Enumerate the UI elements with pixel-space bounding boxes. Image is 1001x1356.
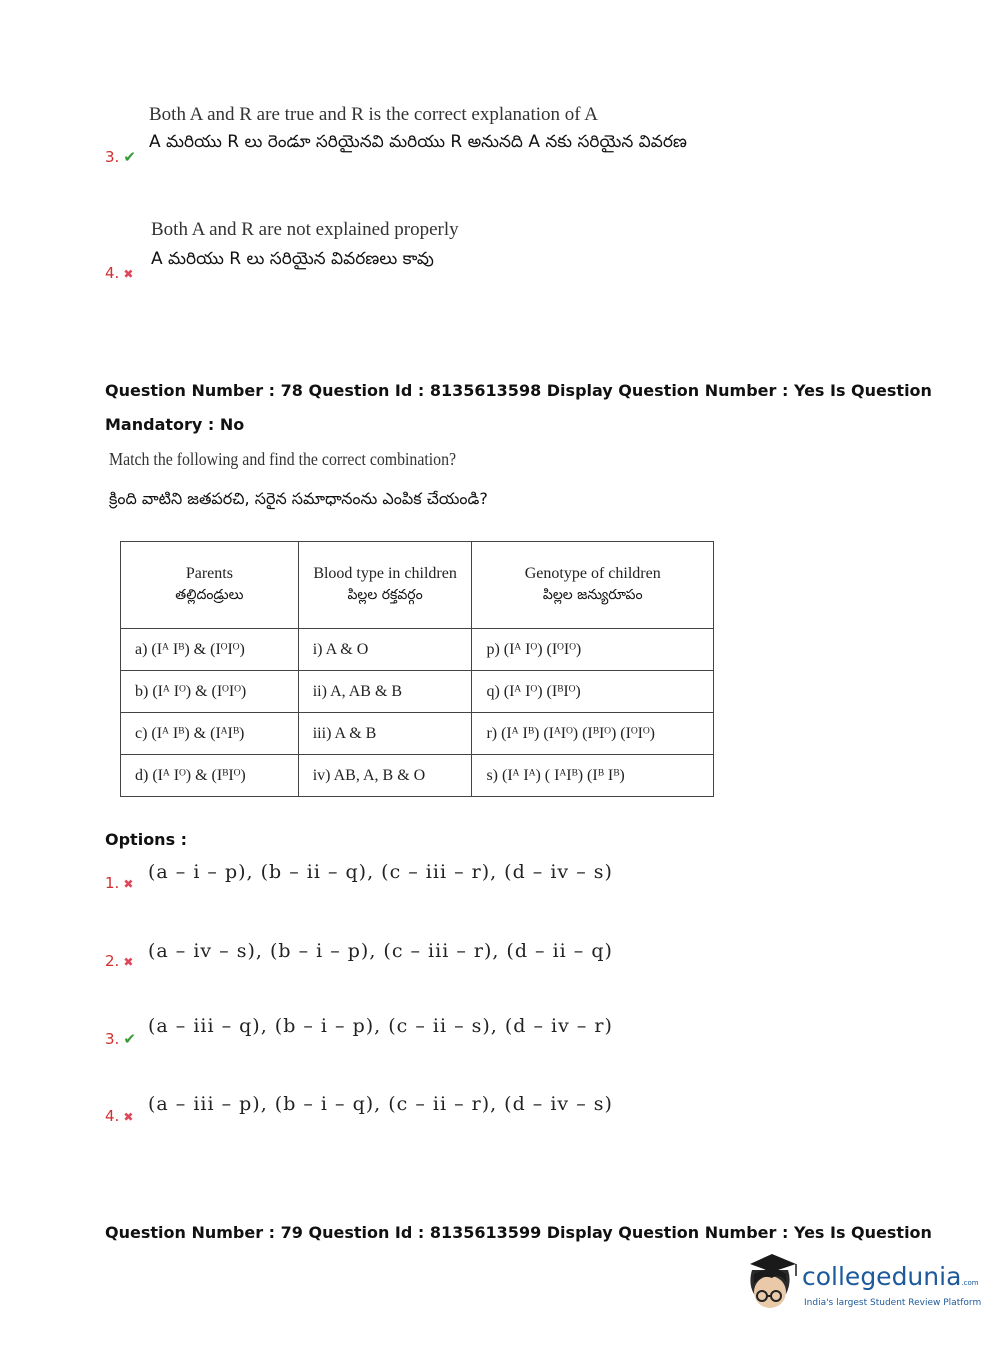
prev-option-3-en: Both A and R are true and R is the correct explanation of A	[149, 104, 599, 125]
question-78-mandatory: Mandatory : No	[105, 415, 245, 434]
option-4-marker	[105, 1107, 133, 1126]
cross-icon: ✖	[123, 267, 134, 281]
prev-option-3-te: A మరియు R లు రెండూ సరియైనవి మరియు R అనునది A నకు సరియైన వివరణ	[149, 132, 687, 152]
brand-tagline: India's largest Student Review Platform	[804, 1298, 982, 1308]
header-parents-te: తల్లిదండ్రులు	[175, 586, 244, 603]
header-parents	[121, 542, 299, 629]
table-cell: p) (Iᴬ Iᴼ) (IᴼIᴼ)	[472, 629, 714, 671]
option-2-text[interactable]: (a – iv – s), (b – i – p), (c – iii – r), (d – ii – q)	[148, 940, 613, 962]
header-genotype	[472, 542, 714, 629]
prev-option-4-te: A మరియు R లు సరియైన వివరణలు కావు	[151, 249, 434, 269]
question-prompt-en: Match the following and find the correct combination?	[109, 449, 457, 469]
option-number: 2.	[105, 952, 120, 970]
table-cell: a) (Iᴬ Iᴮ) & (IᴼIᴼ)	[121, 629, 299, 671]
prev-option-4-en: Both A and R are not explained properly	[151, 219, 459, 240]
option-number: 3.	[105, 148, 120, 166]
table-row	[121, 755, 714, 797]
table-cell: b) (Iᴬ Iᴼ) & (IᴼIᴼ)	[121, 671, 299, 713]
check-icon: ✔	[123, 1030, 136, 1048]
table-row	[121, 713, 714, 755]
match-table-header-row	[121, 542, 714, 629]
match-table	[120, 541, 714, 797]
table-cell: s) (Iᴬ Iᴬ) ( IᴬIᴮ) (Iᴮ Iᴮ)	[472, 755, 714, 797]
option-number: 4.	[105, 1107, 120, 1125]
option-number: 3.	[105, 1030, 120, 1048]
prev-option-3	[149, 104, 687, 156]
option-number: 4.	[105, 264, 120, 282]
table-cell: d) (Iᴬ Iᴼ) & (IᴮIᴼ)	[121, 755, 299, 797]
table-cell: iv) AB, A, B & O	[298, 755, 472, 797]
option-number: 1.	[105, 874, 120, 892]
brand-logo[interactable]	[802, 1262, 979, 1291]
question-78-header: Question Number : 78 Question Id : 8135613598 Display Question Number : Yes Is Question	[105, 381, 932, 400]
table-cell: r) (Iᴬ Iᴮ) (IᴬIᴼ) (IᴮIᴼ) (IᴼIᴼ)	[472, 713, 714, 755]
table-cell: i) A & O	[298, 629, 472, 671]
options-label: Options :	[105, 830, 188, 849]
option-2-marker	[105, 952, 133, 971]
prev-option-3-marker	[105, 148, 136, 167]
table-cell: c) (Iᴬ Iᴮ) & (IᴬIᴮ)	[121, 713, 299, 755]
graduate-mascot-icon	[742, 1250, 800, 1312]
question-prompt-te: క్రింది వాటిని జతపరచి, సరైన సమాధానంను ఎంపిక చేయండి?	[109, 489, 488, 508]
table-cell: ii) A, AB & B	[298, 671, 472, 713]
header-parents-en: Parents	[185, 564, 233, 582]
option-3-text[interactable]: (a – iii – q), (b – i – p), (c – ii – s), (d – iv – r)	[148, 1015, 613, 1037]
brand-name: collegedunia	[802, 1262, 962, 1291]
option-3-marker	[105, 1030, 136, 1049]
prev-option-4	[151, 219, 459, 273]
header-blood-type	[298, 542, 472, 629]
option-1-text[interactable]: (a – i – p), (b – ii – q), (c – iii – r), (d – iv – s)	[148, 861, 613, 883]
cross-icon: ✖	[123, 1110, 134, 1124]
table-row	[121, 671, 714, 713]
header-blood-type-en: Blood type in children	[313, 564, 457, 582]
prev-option-4-marker	[105, 264, 133, 283]
cross-icon: ✖	[123, 877, 134, 891]
table-row	[121, 629, 714, 671]
table-cell: iii) A & B	[298, 713, 472, 755]
brand-suffix: .com	[961, 1279, 979, 1287]
header-blood-type-te: పిల్లల రక్తవర్గం	[347, 586, 423, 603]
question-79-header: Question Number : 79 Question Id : 8135613599 Display Question Number : Yes Is Question	[105, 1223, 932, 1242]
cross-icon: ✖	[123, 955, 134, 969]
table-cell: q) (Iᴬ Iᴼ) (IᴮIᴼ)	[472, 671, 714, 713]
header-genotype-te: పిల్లల జన్యురూపం	[542, 586, 643, 603]
option-1-marker	[105, 874, 133, 893]
option-4-text[interactable]: (a – iii – p), (b – i – q), (c – ii – r), (d – iv – s)	[148, 1093, 613, 1115]
check-icon: ✔	[123, 148, 136, 166]
header-genotype-en: Genotype of children	[524, 564, 661, 582]
